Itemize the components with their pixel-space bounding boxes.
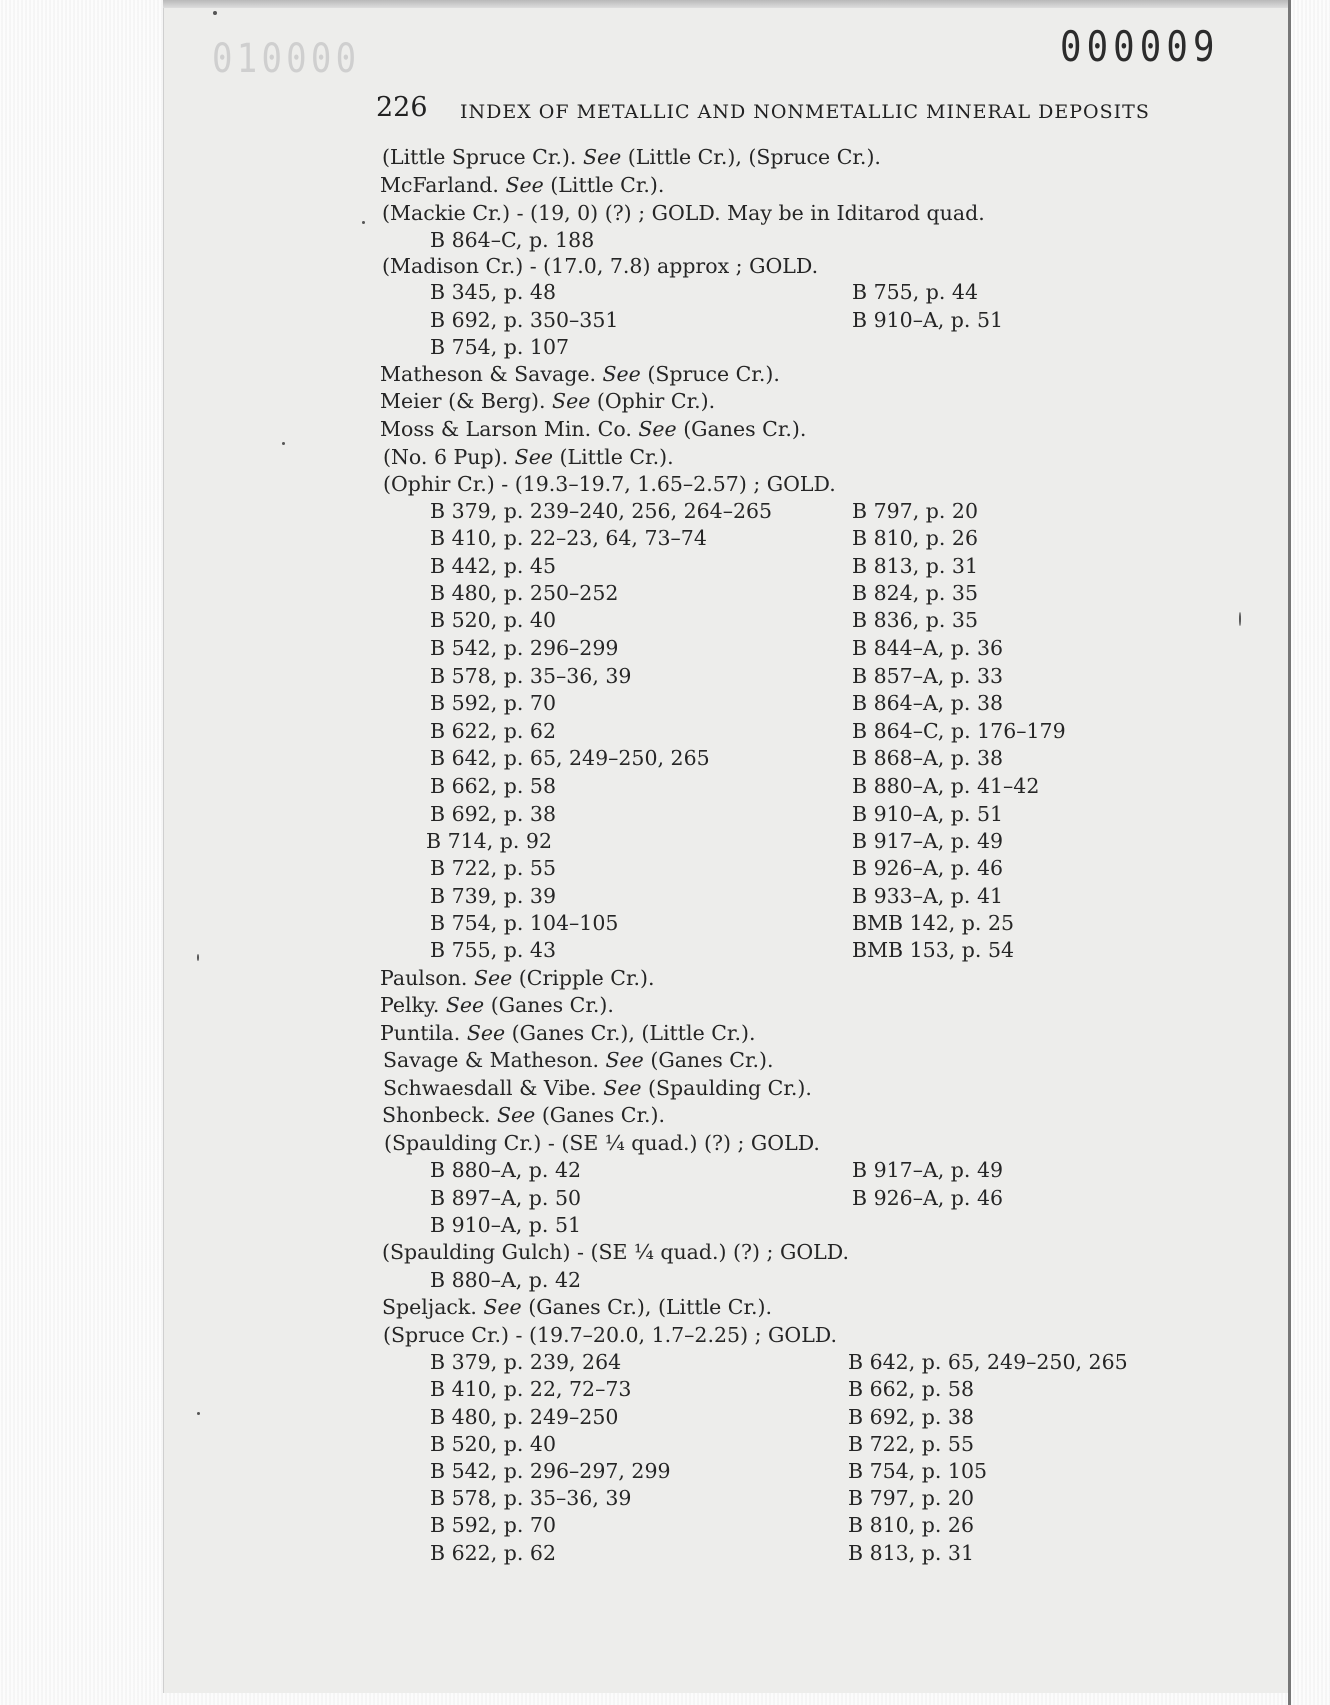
bulletin-reference: B 797, p. 20 — [848, 1486, 974, 1510]
see-target: (Little Cr.), (Spruce Cr.). — [621, 145, 881, 169]
bulletin-reference: B 880–A, p. 42 — [430, 1158, 582, 1182]
deposit-entry: (Spruce Cr.) - (19.7–20.0, 1.7–2.25) ; GOLD. — [383, 1323, 838, 1347]
bulletin-reference: B 917–A, p. 49 — [852, 1158, 1004, 1182]
deposit-entry: (Spaulding Cr.) - (SE ¼ quad.) (?) ; GOLD. — [384, 1131, 820, 1155]
bulletin-reference: B 797, p. 20 — [852, 499, 978, 523]
bulletin-reference: B 410, p. 22, 72–73 — [430, 1377, 632, 1401]
cross-reference-entry — [380, 992, 614, 1018]
bulletin-reference: B 754, p. 105 — [848, 1459, 988, 1483]
entry-name: Meier (& Berg). — [380, 389, 553, 413]
deposit-entry: (Ophir Cr.) - (19.3–19.7, 1.65–2.57) ; GOLD. — [383, 472, 836, 496]
see-label: See — [605, 1048, 644, 1072]
see-target: (Ganes Cr.). — [535, 1103, 666, 1127]
see-target: (Cripple Cr.). — [512, 966, 655, 990]
see-label: See — [466, 1021, 506, 1045]
bulletin-reference: B 810, p. 26 — [848, 1513, 974, 1537]
see-target: (Ganes Cr.), (Little Cr.). — [521, 1295, 773, 1319]
bulletin-reference: B 933–A, p. 41 — [852, 884, 1004, 908]
bulletin-reference: B 722, p. 55 — [848, 1432, 974, 1456]
deposit-entry: (Spaulding Gulch) - (SE ¼ quad.) (?) ; GOLD. — [382, 1240, 849, 1264]
entry-name: (Little Spruce Cr.). — [382, 145, 583, 169]
cross-reference-entry — [382, 1294, 772, 1320]
bulletin-reference: B 379, p. 239, 264 — [430, 1350, 622, 1374]
bulletin-reference: B 662, p. 58 — [430, 774, 556, 798]
see-label: See — [473, 966, 513, 990]
bulletin-reference: B 836, p. 35 — [852, 608, 978, 632]
see-label: See — [496, 1103, 536, 1127]
see-target: (Ganes Cr.). — [484, 993, 614, 1017]
see-label: See — [638, 417, 677, 441]
bulletin-reference: B 824, p. 35 — [852, 581, 978, 605]
bulletin-reference: B 910–A, p. 51 — [852, 802, 1004, 826]
bulletin-reference: B 755, p. 44 — [852, 280, 978, 304]
bulletin-reference: B 692, p. 38 — [430, 802, 556, 826]
bulletin-reference: B 910–A, p. 51 — [430, 1213, 582, 1237]
speck — [213, 11, 217, 15]
bulletin-reference: B 910–A, p. 51 — [852, 308, 1004, 332]
page-right-edge — [1288, 0, 1291, 1705]
bulletin-reference: B 926–A, p. 46 — [852, 1186, 1004, 1210]
cross-reference-entry — [380, 416, 806, 442]
bulletin-reference: B 755, p. 43 — [430, 938, 556, 962]
bulletin-reference: B 642, p. 65, 249–250, 265 — [848, 1350, 1128, 1374]
bulletin-reference: B 844–A, p. 36 — [852, 636, 1004, 660]
cross-reference-entry — [380, 1020, 756, 1046]
cross-reference-entry — [380, 388, 715, 414]
bulletin-reference: B 692, p. 350–351 — [430, 308, 619, 332]
entry-name: Speljack. — [382, 1295, 484, 1319]
entry-name: Savage & Matheson. — [383, 1048, 606, 1072]
entry-name: Pelky. — [380, 993, 446, 1017]
cross-reference-entry — [382, 1102, 665, 1128]
bulletin-reference: B 864–C, p. 188 — [430, 228, 595, 252]
see-label: See — [483, 1295, 522, 1319]
bulletin-reference: B 813, p. 31 — [848, 1541, 974, 1565]
bulletin-reference: B 864–C, p. 176–179 — [852, 719, 1066, 743]
cross-reference-entry — [380, 965, 655, 991]
deposit-entry: (Mackie Cr.) - (19, 0) (?) ; GOLD. May be in Iditarod quad. — [382, 201, 985, 225]
bulletin-reference: B 442, p. 45 — [430, 554, 556, 578]
entry-name: Matheson & Savage. — [380, 362, 603, 386]
bulletin-reference: B 857–A, p. 33 — [852, 664, 1004, 688]
bulletin-reference: B 926–A, p. 46 — [852, 856, 1004, 880]
see-target: (Ophir Cr.). — [590, 389, 716, 413]
bulletin-reference: B 480, p. 249–250 — [430, 1405, 619, 1429]
bulletin-reference: B 897–A, p. 50 — [430, 1186, 582, 1210]
bulletin-reference: B 520, p. 40 — [430, 1432, 556, 1456]
bulletin-reference: B 810, p. 26 — [852, 526, 978, 550]
bulletin-reference: B 880–A, p. 42 — [430, 1268, 582, 1292]
see-target: (Spruce Cr.). — [640, 362, 780, 386]
see-target: (Little Cr.). — [552, 445, 674, 469]
bulletin-reference: B 480, p. 250–252 — [430, 581, 619, 605]
speck — [197, 1412, 200, 1415]
entry-name: Schwaesdall & Vibe. — [383, 1076, 604, 1100]
see-label: See — [582, 145, 622, 169]
bulletin-reference: B 714, p. 92 — [426, 829, 552, 853]
entry-name: Shonbeck. — [382, 1103, 497, 1127]
bulletin-reference: B 542, p. 296–297, 299 — [430, 1459, 671, 1483]
bulletin-reference: BMB 142, p. 25 — [852, 911, 1015, 935]
bulletin-reference: B 520, p. 40 — [430, 608, 556, 632]
bulletin-reference: B 642, p. 65, 249–250, 265 — [430, 746, 710, 770]
page-number: 226 — [376, 92, 428, 123]
see-target: (Ganes Cr.). — [643, 1048, 774, 1072]
speck — [1239, 612, 1241, 626]
see-label: See — [602, 362, 641, 386]
faded-stamp-number: 010000 — [212, 36, 361, 82]
cross-reference-entry — [382, 144, 881, 170]
bulletin-reference: B 692, p. 38 — [848, 1405, 974, 1429]
bulletin-reference: B 864–A, p. 38 — [852, 691, 1004, 715]
bulletin-reference: B 813, p. 31 — [852, 554, 978, 578]
bulletin-reference: B 868–A, p. 38 — [852, 746, 1004, 770]
see-target: (Ganes Cr.), (Little Cr.). — [505, 1021, 756, 1045]
see-label: See — [505, 173, 544, 197]
speck — [282, 442, 285, 445]
bulletin-reference: B 578, p. 35–36, 39 — [430, 664, 632, 688]
bulletin-reference: B 345, p. 48 — [430, 280, 556, 304]
bulletin-reference: B 754, p. 104–105 — [430, 911, 619, 935]
speck — [362, 221, 365, 224]
see-target: (Ganes Cr.). — [676, 417, 807, 441]
entry-name: McFarland. — [380, 173, 506, 197]
stamp-number: 000009 — [1060, 22, 1220, 71]
bulletin-reference: B 592, p. 70 — [430, 1513, 556, 1537]
bulletin-reference: B 622, p. 62 — [430, 1541, 556, 1565]
see-label: See — [603, 1076, 642, 1100]
cross-reference-entry — [380, 172, 664, 198]
speck — [197, 954, 199, 961]
cross-reference-entry — [383, 444, 674, 470]
cross-reference-entry — [383, 1075, 812, 1101]
bulletin-reference: B 662, p. 58 — [848, 1377, 974, 1401]
see-target: (Spaulding Cr.). — [641, 1076, 812, 1100]
bulletin-reference: B 592, p. 70 — [430, 691, 556, 715]
bulletin-reference: B 739, p. 39 — [430, 884, 556, 908]
bulletin-reference: B 754, p. 107 — [430, 335, 570, 359]
bulletin-reference: B 379, p. 239–240, 256, 264–265 — [430, 499, 773, 523]
see-label: See — [552, 389, 591, 413]
bulletin-reference: B 917–A, p. 49 — [852, 829, 1004, 853]
bulletin-reference: B 542, p. 296–299 — [430, 636, 619, 660]
entry-name: Puntila. — [380, 1021, 467, 1045]
bulletin-reference: B 622, p. 62 — [430, 719, 556, 743]
cross-reference-entry — [380, 361, 780, 387]
cross-reference-entry — [383, 1047, 774, 1073]
entry-name: Paulson. — [380, 966, 474, 990]
bulletin-reference: B 578, p. 35–36, 39 — [430, 1486, 632, 1510]
bulletin-reference: B 410, p. 22–23, 64, 73–74 — [430, 526, 707, 550]
see-label: See — [445, 993, 485, 1017]
see-target: (Little Cr.). — [543, 173, 665, 197]
see-label: See — [514, 445, 553, 469]
entry-name: (No. 6 Pup). — [383, 445, 515, 469]
deposit-entry: (Madison Cr.) - (17.0, 7.8) approx ; GOLD. — [382, 254, 819, 278]
entry-name: Moss & Larson Min. Co. — [380, 417, 639, 441]
bulletin-reference: B 722, p. 55 — [430, 856, 556, 880]
bulletin-reference: B 880–A, p. 41–42 — [852, 774, 1040, 798]
running-head: INDEX OF METALLIC AND NONMETALLIC MINERAL DEPOSITS — [460, 101, 1150, 123]
bulletin-reference: BMB 153, p. 54 — [852, 938, 1015, 962]
